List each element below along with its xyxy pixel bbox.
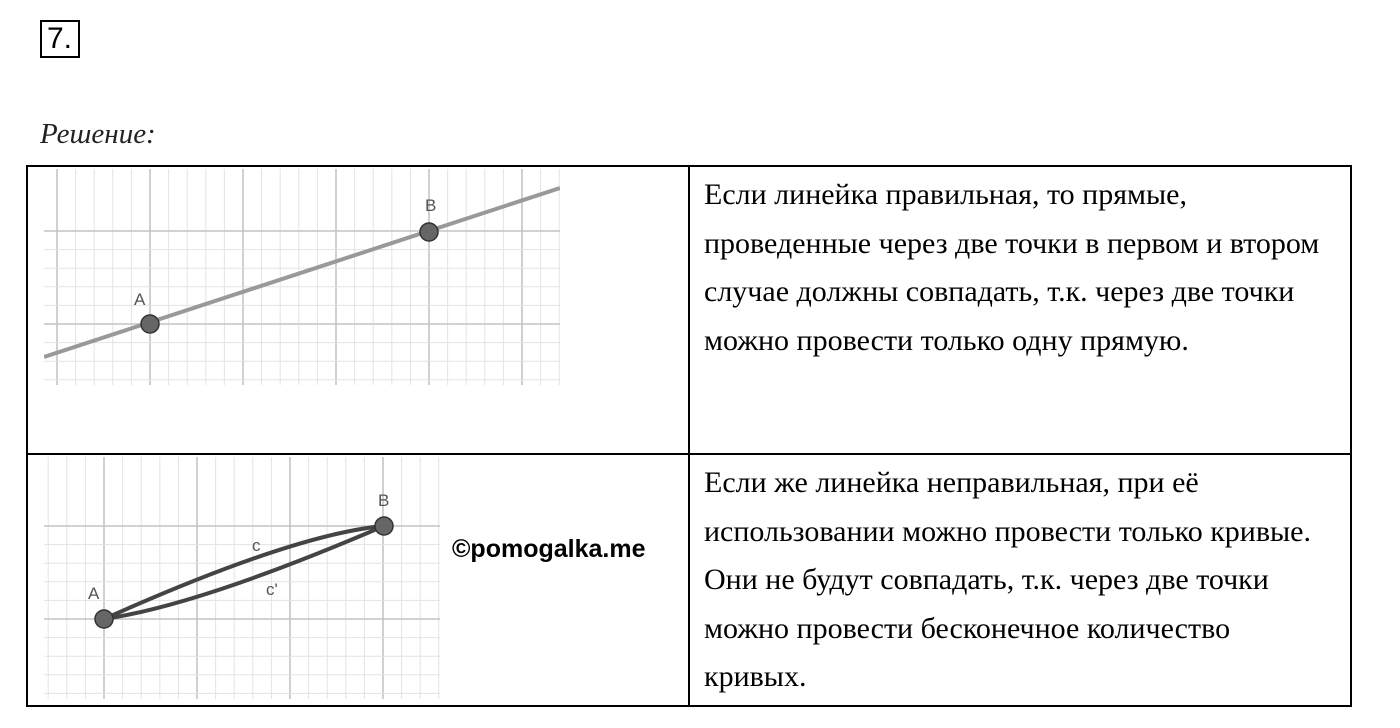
figure-cell-straight-line bbox=[27, 166, 689, 454]
straight-line-figure bbox=[44, 169, 560, 385]
curve-c-prime bbox=[104, 526, 384, 619]
point-a-label: A bbox=[88, 584, 100, 603]
point-b bbox=[420, 223, 438, 241]
figure-cell-curves bbox=[27, 454, 689, 706]
grid bbox=[44, 169, 560, 385]
point-b-label: B bbox=[425, 196, 437, 215]
curve-c-prime-label: c' bbox=[266, 580, 278, 599]
point-b bbox=[375, 517, 393, 535]
point-a bbox=[95, 610, 113, 628]
point-b-label: B bbox=[378, 491, 390, 510]
curve-c bbox=[104, 526, 384, 619]
point-a bbox=[141, 315, 159, 333]
explanation-text-2: Если же линейка неправильная, при её использовании можно провести только кривые. Они не будут совпадать, т.к. через две точки можно провести бесконечное количество кривых. bbox=[689, 454, 1351, 706]
solution-label: Решение: bbox=[40, 118, 156, 150]
watermark: ©pomogalka.me bbox=[452, 535, 646, 563]
table-row bbox=[27, 454, 1351, 706]
curves-figure bbox=[44, 457, 440, 699]
table-row bbox=[27, 166, 1351, 454]
explanation-text-1: Если линейка правильная, то прямые, проведенные через две точки в первом и втором случае должны совпадать, т.к. через две точки можно провести только одну прямую. bbox=[689, 166, 1351, 454]
curve-c-label: c bbox=[252, 536, 261, 555]
point-a-label: A bbox=[134, 290, 146, 309]
straight-line-ab bbox=[44, 188, 560, 357]
task-number: 7. bbox=[40, 20, 80, 58]
solution-table bbox=[26, 165, 1352, 707]
